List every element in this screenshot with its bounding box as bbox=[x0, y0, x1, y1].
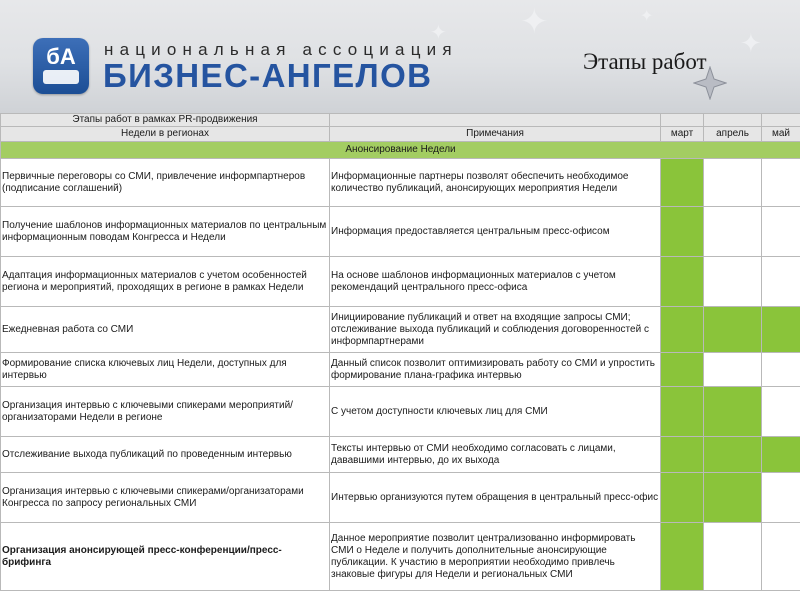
col-task-header: Недели в регионах bbox=[1, 127, 330, 142]
month-active-cell bbox=[762, 307, 800, 353]
month-active-cell bbox=[762, 437, 800, 473]
note-cell: С учетом доступности ключевых лиц для СМИ bbox=[330, 387, 661, 437]
month-empty-cell bbox=[762, 207, 800, 257]
month-empty-cell bbox=[762, 387, 800, 437]
table-row bbox=[1, 159, 800, 207]
table-row bbox=[1, 307, 800, 353]
month-active-cell bbox=[661, 159, 704, 207]
note-cell: Информация предоставляется центральным пресс-офисом bbox=[330, 207, 661, 257]
decorative-star-icon: ✦ bbox=[430, 22, 447, 44]
svg-text:бА: бА bbox=[46, 44, 76, 69]
task-cell: Ежедневная работа со СМИ bbox=[1, 307, 330, 353]
month-active-cell bbox=[661, 353, 704, 387]
note-cell: На основе шаблонов информационных материалов с учетом рекомендаций центрального пресс-офиса bbox=[330, 257, 661, 307]
col-month-header: май bbox=[762, 127, 800, 142]
decorative-star-icon: ✦ bbox=[640, 8, 654, 25]
task-cell: Организация интервью с ключевыми спикерами/организаторами Конгресса по запросу региональных СМИ bbox=[1, 473, 330, 523]
table-header-row bbox=[1, 114, 800, 127]
month-empty-cell bbox=[704, 353, 762, 387]
col-month-header: март bbox=[661, 127, 704, 142]
note-cell: Данный список позволит оптимизировать работу со СМИ и упростить формирование плана-графика интервью bbox=[330, 353, 661, 387]
month-empty-cell bbox=[704, 257, 762, 307]
month-active-cell bbox=[661, 257, 704, 307]
table-row bbox=[1, 387, 800, 437]
note-cell: Тексты интервью от СМИ необходимо согласовать с лицами, дававшими интервью, до их выхода bbox=[330, 437, 661, 473]
month-active-cell bbox=[661, 207, 704, 257]
task-cell: Первичные переговоры со СМИ, привлечение информпартнеров (подписание соглашений) bbox=[1, 159, 330, 207]
decorative-star-icon: ✦ bbox=[520, 3, 549, 41]
task-cell: Адаптация информационных материалов с учетом особенностей региона и мероприятий, проходящих в регионе в рамках Недели bbox=[1, 257, 330, 307]
col-note-header: Примечания bbox=[330, 127, 661, 142]
table-row bbox=[1, 523, 800, 591]
table-row bbox=[1, 207, 800, 257]
logo-icon bbox=[33, 38, 89, 94]
table-row bbox=[1, 437, 800, 473]
month-active-cell bbox=[661, 307, 704, 353]
table-row bbox=[1, 257, 800, 307]
note-cell: Информационные партнеры позволят обеспечить необходимое количество публикаций, анонсирующих мероприятия Недели bbox=[330, 159, 661, 207]
col-month-header: апрель bbox=[704, 127, 762, 142]
table-row bbox=[1, 473, 800, 523]
logo-subtitle: национальная ассоциация bbox=[104, 40, 458, 59]
note-cell: Инициирование публикаций и ответ на входящие запросы СМИ; отслеживание выхода публикаций и соблюдения договоренностей с информпартнерами bbox=[330, 307, 661, 353]
task-cell: Организация анонсирующей пресс-конференции/пресс-брифинга bbox=[1, 523, 330, 591]
task-cell: Организация интервью с ключевыми спикерами мероприятий/организаторами Недели в регионе bbox=[1, 387, 330, 437]
month-active-cell bbox=[704, 387, 762, 437]
month-active-cell bbox=[661, 523, 704, 591]
logo-title: БИЗНЕС-АНГЕЛОВ bbox=[103, 57, 433, 94]
note-cell: Данное мероприятие позволит централизованно информировать СМИ о Неделе и получить дополнительные анонсирующие публикации. К участию в мероприятии необходимо привлечь знаковые фигуры для Недели и региональных СМИ bbox=[330, 523, 661, 591]
pr-stages-header: Этапы работ в рамках PR-продвижения bbox=[1, 114, 330, 127]
section-title: Анонсирование Недели bbox=[1, 142, 800, 159]
star-icon bbox=[693, 66, 727, 100]
stages-table bbox=[0, 113, 800, 591]
month-active-cell bbox=[661, 387, 704, 437]
decorative-star-icon: ✦ bbox=[740, 28, 762, 58]
month-empty-cell bbox=[762, 159, 800, 207]
month-empty-cell bbox=[704, 523, 762, 591]
month-empty-cell bbox=[762, 523, 800, 591]
slide-header bbox=[0, 0, 800, 113]
month-empty-cell bbox=[704, 207, 762, 257]
task-cell: Формирование списка ключевых лиц Недели, доступных для интервью bbox=[1, 353, 330, 387]
month-active-cell bbox=[704, 473, 762, 523]
note-cell: Интервью организуются путем обращения в центральный пресс-офис bbox=[330, 473, 661, 523]
month-empty-cell bbox=[762, 257, 800, 307]
task-cell: Отслеживание выхода публикаций по проведенным интервью bbox=[1, 437, 330, 473]
slide-title: Этапы работ bbox=[583, 49, 707, 74]
section-row bbox=[1, 142, 800, 159]
month-empty-cell bbox=[762, 473, 800, 523]
month-empty-cell bbox=[762, 353, 800, 387]
table-columns-row bbox=[1, 127, 800, 142]
month-active-cell bbox=[661, 473, 704, 523]
table-row bbox=[1, 353, 800, 387]
month-active-cell bbox=[704, 437, 762, 473]
task-cell: Получение шаблонов информационных материалов по центральным информационным поводам Конгресса и Недели bbox=[1, 207, 330, 257]
month-active-cell bbox=[661, 437, 704, 473]
month-empty-cell bbox=[704, 159, 762, 207]
month-active-cell bbox=[704, 307, 762, 353]
